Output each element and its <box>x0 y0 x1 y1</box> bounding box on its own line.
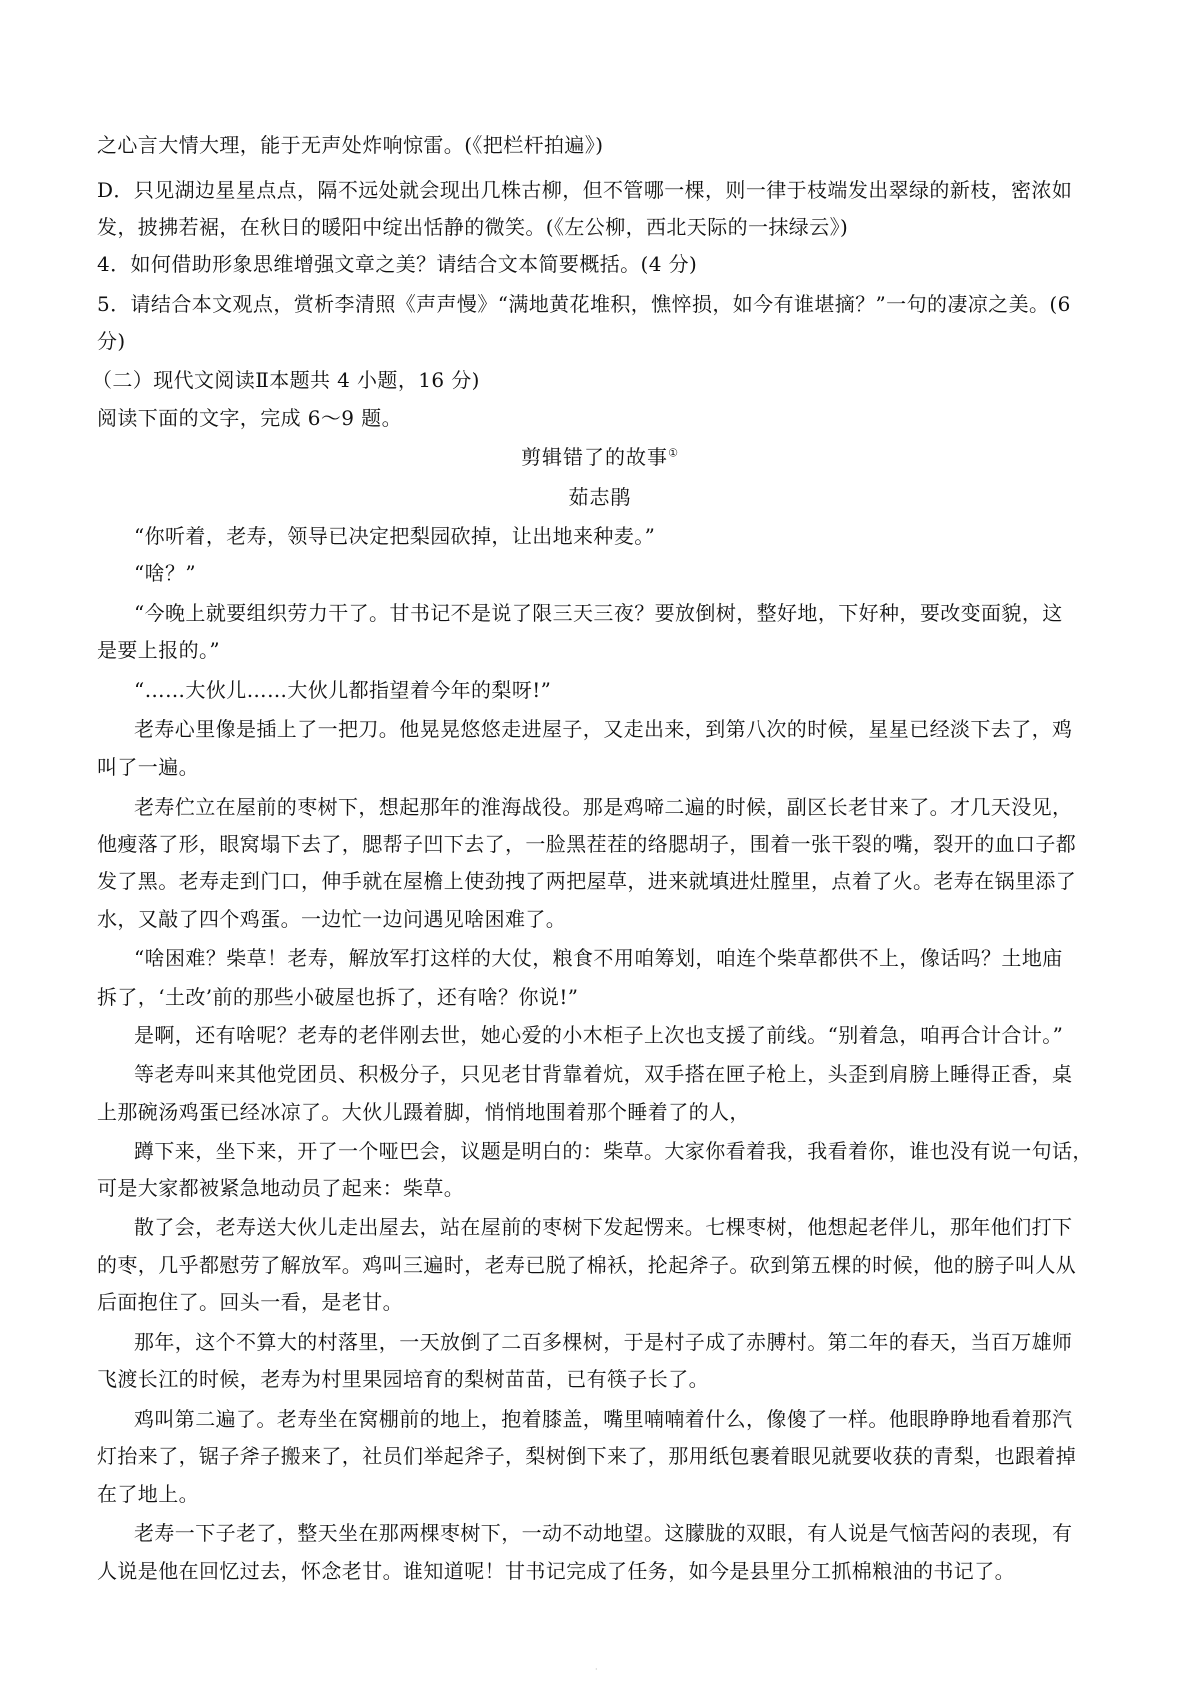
footer-mark: · <box>595 1665 598 1674</box>
question-5: 5．请结合本文观点，赏析李清照《声声慢》“满地黄花堆积，憔悴损，如今有谁堪摘？”一句的凄凉之美。(6 <box>97 292 1071 316</box>
body-line: 飞渡长江的时候，老寿为村里果园培育的梨树苗苗，已有筷子长了。 <box>97 1367 709 1391</box>
body-line: 上那碗汤鸡蛋已经冰凉了。大伙儿蹑着脚，悄悄地围着那个睡着了的人， <box>97 1100 750 1124</box>
body-line: 那年，这个不算大的村落里，一天放倒了二百多棵树，于是村子成了赤膊村。第二年的春天，当百万雄师 <box>134 1330 1073 1354</box>
body-line: 老寿一下子老了，整天坐在那两棵枣树下，一动不动地望。这朦胧的双眼，有人说是气恼苦闷的表现，有 <box>134 1521 1073 1545</box>
reading-instruction: 阅读下面的文字，完成 6～9 题。 <box>97 406 402 430</box>
body-line: 是要上报的。” <box>97 638 221 662</box>
body-line: 水，又敲了四个鸡蛋。一边忙一边问遇见啥困难了。 <box>97 907 567 931</box>
body-line: 拆了，‘土改’前的那些小破屋也拆了，还有啥？你说!” <box>97 985 579 1009</box>
body-line: 散了会，老寿送大伙儿走出屋去，站在屋前的枣树下发起愣来。七棵枣树，他想起老伴儿，那年他们打下 <box>134 1215 1073 1239</box>
option-d-line: D．只见湖边星星点点，隔不远处就会现出几株古柳，但不管哪一棵，则一律于枝端发出翠绿的新枝，密浓如 <box>97 178 1073 202</box>
section-heading: （二）现代文阅读Ⅱ本题共 4 小题，16 分) <box>92 368 480 392</box>
body-line: 后面抱住了。回头一看，是老甘。 <box>97 1290 403 1314</box>
story-author: 茹志鹃 <box>568 485 632 509</box>
body-line: 人说是他在回忆过去，怀念老甘。谁知道呢！甘书记完成了任务，如今是县里分工抓棉粮油的书记了。 <box>97 1559 1015 1583</box>
body-line: 叫了一遍。 <box>97 755 199 779</box>
body-line: 老寿心里像是插上了一把刀。他晃晃悠悠走进屋子，又走出来，到第八次的时候，星星已经淡下去了，鸡 <box>134 717 1073 741</box>
text-line: 发，披拂若裾，在秋日的暖阳中绽出恬静的微笑。(《左公柳，西北天际的一抹绿云》) <box>97 215 849 239</box>
body-line: 灯抬来了，锯子斧子搬来了，社员们举起斧子，梨树倒下来了，那用纸包裹着眼见就要收获的青梨，也跟着掉 <box>97 1444 1077 1468</box>
body-line: 他瘦落了形，眼窝塌下去了，腮帮子凹下去了，一脸黑茬茬的络腮胡子，围着一张干裂的嘴，裂开的血口子都 <box>97 832 1077 856</box>
body-line: “今晚上就要组织劳力干了。甘书记不是说了限三天三夜？要放倒树，整好地，下好种，要改变面貌，这 <box>134 601 1063 625</box>
body-line: “……大伙儿……大伙儿都指望着今年的梨呀!” <box>134 678 552 702</box>
question-4: 4．如何借助形象思维增强文章之美？请结合文本简要概括。(4 分) <box>97 252 698 276</box>
story-title <box>0 442 1200 472</box>
body-line: “啥？” <box>134 561 197 585</box>
body-line: 发了黑。老寿走到门口，伸手就在屋檐上使劲拽了两把屋草，进来就填进灶膛里，点着了火。老寿在锅里添了 <box>97 869 1077 893</box>
body-line: “啥困难？柴草！老寿，解放军打这样的大仗，粮食不用咱筹划，咱连个柴草都供不上，像话吗？土地庙 <box>134 946 1063 970</box>
text-line: 分) <box>97 329 126 353</box>
text-line: 之心言大情大理，能于无声处炸响惊雷。(《把栏杆拍遍》) <box>97 133 604 157</box>
body-line: 蹲下来，坐下来，开了一个哑巴会，议题是明白的：柴草。大家你看着我，我看着你，谁也没有说一句话， <box>134 1139 1093 1163</box>
body-line: 老寿伫立在屋前的枣树下，想起那年的淮海战役。那是鸡啼二遍的时候，副区长老甘来了。才几天没见， <box>134 795 1073 819</box>
body-line: “你听着，老寿，领导已决定把梨园砍掉，让出地来种麦。” <box>134 524 656 548</box>
body-line: 等老寿叫来其他党团员、积极分子，只见老甘背靠着炕，双手搭在匣子枪上，头歪到肩膀上睡得正香，桌 <box>134 1062 1073 1086</box>
footnote-marker: ① <box>668 446 679 460</box>
body-line: 可是大家都被紧急地动员了起来：柴草。 <box>97 1176 465 1200</box>
body-line: 的枣，几乎都慰劳了解放军。鸡叫三遍时，老寿已脱了棉袄，抡起斧子。砍到第五棵的时候，他的膀子叫人从 <box>97 1253 1077 1277</box>
body-line: 在了地上。 <box>97 1482 199 1506</box>
body-line: 是啊，还有啥呢？老寿的老伴刚去世，她心爱的小木柜子上次也支援了前线。“别着急，咱再合计合计。” <box>134 1023 1064 1047</box>
body-line: 鸡叫第二遍了。老寿坐在窝棚前的地上，抱着膝盖，嘴里喃喃着什么，像傻了一样。他眼睁睁地看着那汽 <box>134 1407 1073 1431</box>
story-title-text: 剪辑错了的故事 <box>521 445 669 469</box>
